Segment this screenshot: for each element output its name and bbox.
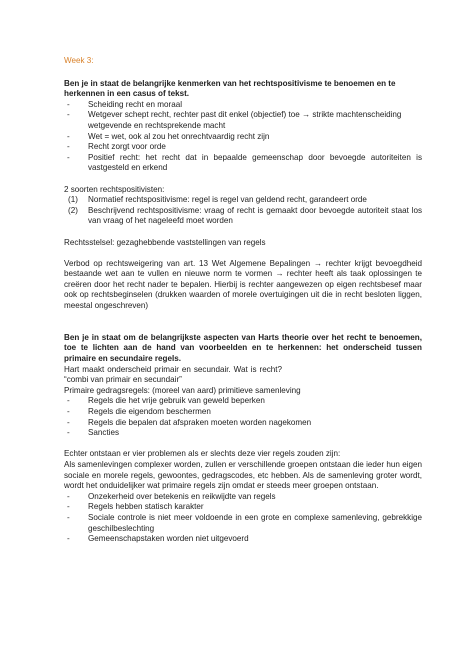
paragraph-text: Verbod op rechtsweigering van art. 13 Wet Algemene Bepalingen bbox=[64, 258, 314, 268]
positivism-features-list bbox=[64, 100, 422, 174]
arrow-icon: → bbox=[313, 258, 322, 268]
rechtsstelsel-line: Rechtsstelsel: gezaghebbende vaststellingen van regels bbox=[64, 237, 266, 247]
list-item-text: Normatief rechtspositivisme: regel is regel van geldend recht, garandeert orde bbox=[88, 195, 367, 205]
list-item: - Onzekerheid over betekenis en reikwijdte van regels bbox=[64, 492, 422, 503]
week-title: Week 3: bbox=[64, 56, 94, 65]
arrow-icon: → bbox=[275, 269, 284, 279]
list-item bbox=[64, 206, 422, 227]
list-item: - Scheiding recht en moraal bbox=[64, 100, 422, 111]
list-item-text: strikte machtenscheiding wetgevende en rechtsprekende macht bbox=[88, 110, 402, 130]
primary-intro: Primaire gedragsregels: (moreel van aard) primitieve samenleving bbox=[64, 385, 301, 395]
list-item: - Positief recht: het recht dat in bepaalde gemeenschap door bevoegde autoriteiten is vastgesteld en erkend bbox=[64, 153, 422, 174]
list-item: - Regels die bepalen dat afspraken moeten worden nagekomen bbox=[64, 418, 422, 429]
list-item bbox=[64, 110, 422, 131]
problems-list bbox=[64, 492, 422, 545]
list-item: - Regels hebben statisch karakter bbox=[64, 502, 422, 513]
section1-heading: Ben je in staat de belangrijke kenmerken van het rechtspositivisme te benoemen en te herkennen in een casus of tekst. bbox=[64, 78, 396, 99]
types-intro: 2 soorten rechtspositivisten: bbox=[64, 184, 165, 194]
hart-line: Hart maakt onderscheid primair en secundair. Wat is recht? “combi van primair en secundair” bbox=[64, 364, 282, 385]
verbod-paragraph bbox=[64, 259, 422, 312]
types-list bbox=[64, 195, 422, 227]
list-item-text: Beschrijvend rechtspositivisme: vraag of recht is gemaakt door bevoegde autoriteit staat los van vraag of het nageleefd moet worden bbox=[88, 205, 422, 226]
paragraph-text: rechter krijgt bevoegdheid bestaande wet aan te vullen en nieuwe norm te vormen bbox=[64, 258, 422, 279]
problems-paragraph: Als samenlevingen complexer worden, zullen er verschillende groepen ontstaan die ieder hun eigen sociale en morele regels, gewoontes, gedragscodes, etc hebben. Als de samenleving groter wordt, wordt het onduidelijker wat primaire regels zijn omdat er steeds meer groepen ontstaan. bbox=[64, 459, 422, 491]
section2-heading: Ben je in staat om de belangrijkste aspecten van Harts theorie over het recht te benoemen, toe te lichten aan de hand van voorbeelden en te herkennen: het onderscheid tussen primaire en secundaire regels. bbox=[64, 332, 422, 364]
arrow-icon: → bbox=[302, 110, 311, 120]
list-item: - Recht zorgt voor orde bbox=[64, 142, 422, 153]
list-number: (1) bbox=[68, 195, 78, 205]
list-item: - Regels die eigendom beschermen bbox=[64, 407, 422, 418]
list-item: - Gemeenschapstaken worden niet uitgevoerd bbox=[64, 534, 422, 545]
list-item: - Sancties bbox=[64, 428, 422, 439]
list-item: - Wet = wet, ook al zou het onrechtvaardig recht zijn bbox=[64, 132, 422, 143]
primary-rules-list bbox=[64, 396, 422, 438]
problems-intro: Echter ontstaan er vier problemen als er slechts deze vier regels zouden zijn: bbox=[64, 449, 341, 459]
list-item: - Sociale controle is niet meer voldoende in een grote en complexe samenleving, gebrekkige geschilbeslechting bbox=[64, 513, 422, 534]
paragraph-text: rechter heeft als taak oplossingen te creëren door het recht nader te bepalen. Hierbij is rechter aangewezen op eigen rechtsbesef maar ook op rechtsbeginselen (drukken waarden of morele overtuigingen uit die in recht besloten liggen, meestal ongeschreven) bbox=[64, 269, 422, 311]
list-item-text: Wetgever schept recht, rechter past dit enkel (objectief) toe bbox=[88, 110, 300, 120]
list-item: - Regels die het vrije gebruik van geweld beperken bbox=[64, 396, 422, 407]
list-item bbox=[64, 195, 422, 206]
list-number: (2) bbox=[68, 205, 78, 215]
